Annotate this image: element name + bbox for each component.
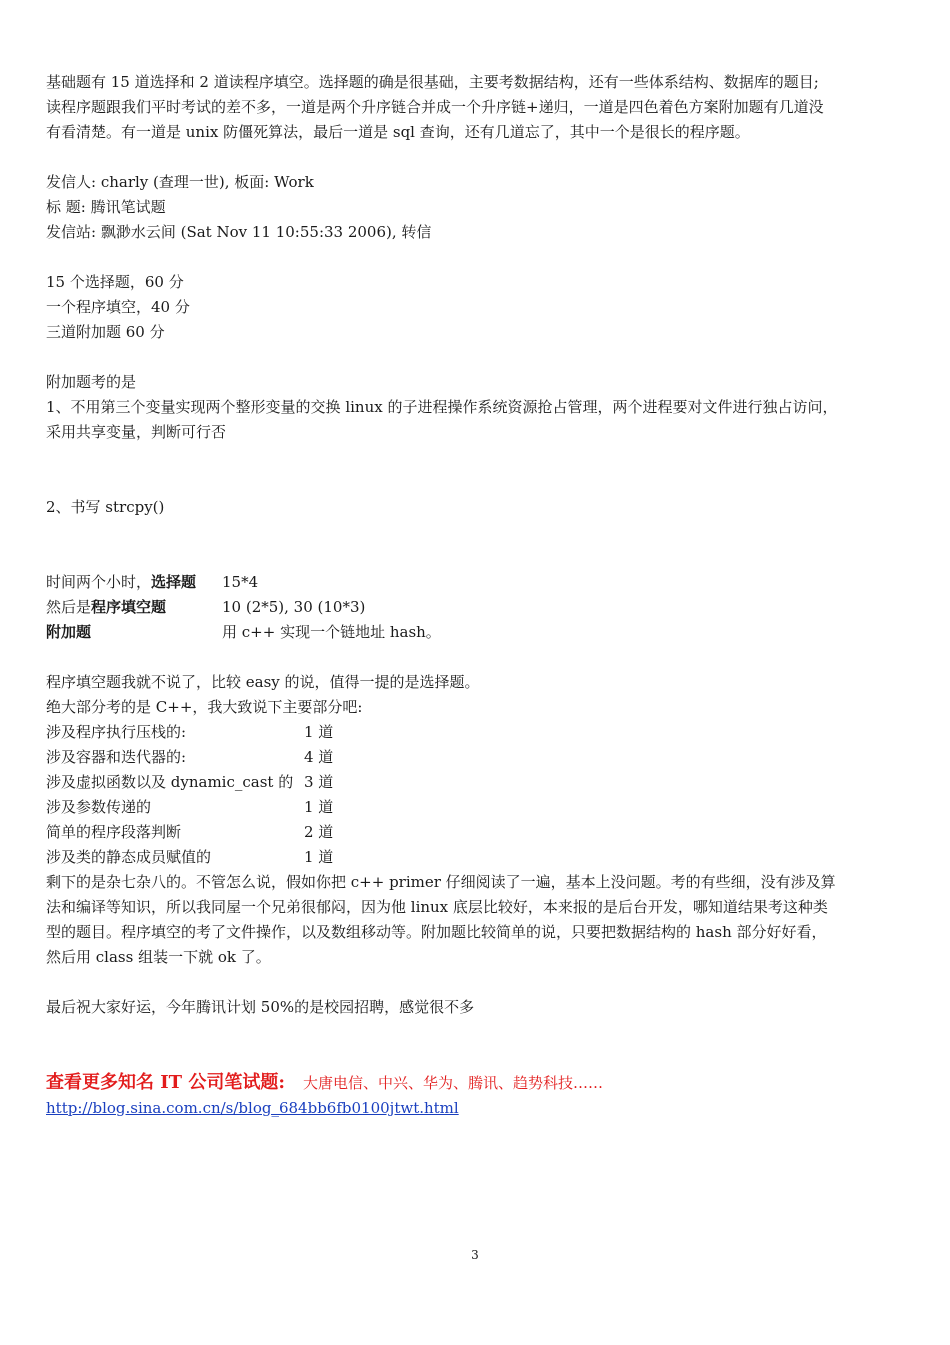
exam-row-value: 用 c++ 实现一个链地址 hash。: [222, 623, 441, 641]
promo-companies: 大唐电信、中兴、华为、腾讯、趋势科技……: [303, 1074, 604, 1092]
extra-heading: 附加题考的是: [46, 373, 137, 391]
rest-line: 型的题目。程序填空的考了文件操作，以及数组移动等。附加题比较简单的说，只要把数据结构的 hash 部分好好看，: [46, 923, 827, 941]
topic-count: 2 道: [304, 823, 334, 841]
exam-row: [46, 595, 908, 620]
extra-item-1-cont: 采用共享变量，判断可行否: [46, 423, 227, 441]
topic-label: 涉及容器和迭代器的:: [46, 748, 187, 766]
exam-row: [46, 570, 908, 595]
post-sender: 发信人: charly (查理一世), 板面: Work: [46, 173, 314, 191]
exam-row-value: 10 (2*5), 30 (10*3): [222, 598, 366, 616]
exam-row-value: 15*4: [222, 573, 259, 591]
exam-row: [46, 620, 908, 645]
score-line: 15 个选择题，60 分: [46, 273, 184, 291]
exam-row-pre: 时间两个小时，: [46, 573, 152, 591]
exam-row-bold: 附加题: [46, 623, 92, 641]
exam-row-bold: 程序填空题: [91, 598, 167, 616]
topic-count: 1 道: [304, 723, 334, 741]
topic-label: 简单的程序段落判断: [46, 823, 182, 841]
page-number: 3: [471, 1248, 479, 1262]
exam-row-bold: 选择题: [151, 573, 197, 591]
post-subject: 标 题: 腾讯笔试题: [46, 198, 166, 216]
topic-count: 1 道: [304, 798, 334, 816]
topic-row: [46, 770, 908, 795]
topic-count: 4 道: [304, 748, 334, 766]
topic-row: [46, 720, 908, 745]
score-line: 三道附加题 60 分: [46, 323, 165, 341]
promo-link-line: [46, 1096, 908, 1121]
rest-line: 然后用 class 组装一下就 ok 了。: [46, 948, 271, 966]
discussion-line: 绝大部分考的是 C++，我大致说下主要部分吧:: [46, 698, 363, 716]
post-station: 发信站: 飘渺水云间 (Sat Nov 11 10:55:33 2006), 转信: [46, 223, 432, 241]
topic-label: 涉及虚拟函数以及 dynamic_cast 的: [46, 773, 294, 791]
discussion-line: 程序填空题我就不说了，比较 easy 的说，值得一提的是选择题。: [46, 673, 480, 691]
topic-count: 3 道: [304, 773, 334, 791]
extra-item-1: 1、不用第三个变量实现两个整形变量的交换 linux 的子进程操作系统资源抢占管理，两个进程要对文件进行独占访问，: [46, 398, 838, 416]
rest-line: 剩下的是杂七杂八的。不管怎么说，假如你把 c++ primer 仔细阅读了一遍，基本上没问题。考的有些细，没有涉及算: [46, 873, 836, 891]
topic-row: [46, 745, 908, 770]
topic-row: [46, 795, 908, 820]
promo-line: [46, 1070, 908, 1096]
rest-line: 法和编译等知识，所以我同屋一个兄弟很郁闷，因为他 linux 底层比较好，本来报的是后台开发，哪知道结果考这种类: [46, 898, 828, 916]
promo-title: 查看更多知名 IT 公司笔试题:: [46, 1072, 285, 1093]
extra-item-2: 2、书写 strcpy(): [46, 498, 165, 516]
topic-label: 涉及参数传递的: [46, 798, 152, 816]
intro-line: 读程序题跟我们平时考试的差不多，一道是两个升序链合并成一个升序链+递归，一道是四色着色方案附加题有几道没: [46, 98, 824, 116]
topic-label: 涉及类的静态成员赋值的: [46, 848, 212, 866]
intro-line: 有看清楚。有一道是 unix 防僵死算法，最后一道是 sql 查询，还有几道忘了，其中一个是很长的程序题。: [46, 123, 750, 141]
exam-row-pre: 然后是: [46, 598, 92, 616]
document-body: [46, 70, 908, 1121]
closing-line: 最后祝大家好运，今年腾讯计划 50%的是校园招聘，感觉很不多: [46, 998, 475, 1016]
intro-line: 基础题有 15 道选择和 2 道读程序填空。选择题的确是很基础，主要考数据结构，还有一些体系结构、数据库的题目;: [46, 73, 819, 91]
topic-label: 涉及程序执行压栈的:: [46, 723, 187, 741]
score-line: 一个程序填空，40 分: [46, 298, 190, 316]
topic-row: [46, 845, 908, 870]
topic-row: [46, 820, 908, 845]
topic-count: 1 道: [304, 848, 334, 866]
promo-link[interactable]: http://blog.sina.com.cn/s/blog_684bb6fb0100jtwt.html: [46, 1099, 459, 1117]
